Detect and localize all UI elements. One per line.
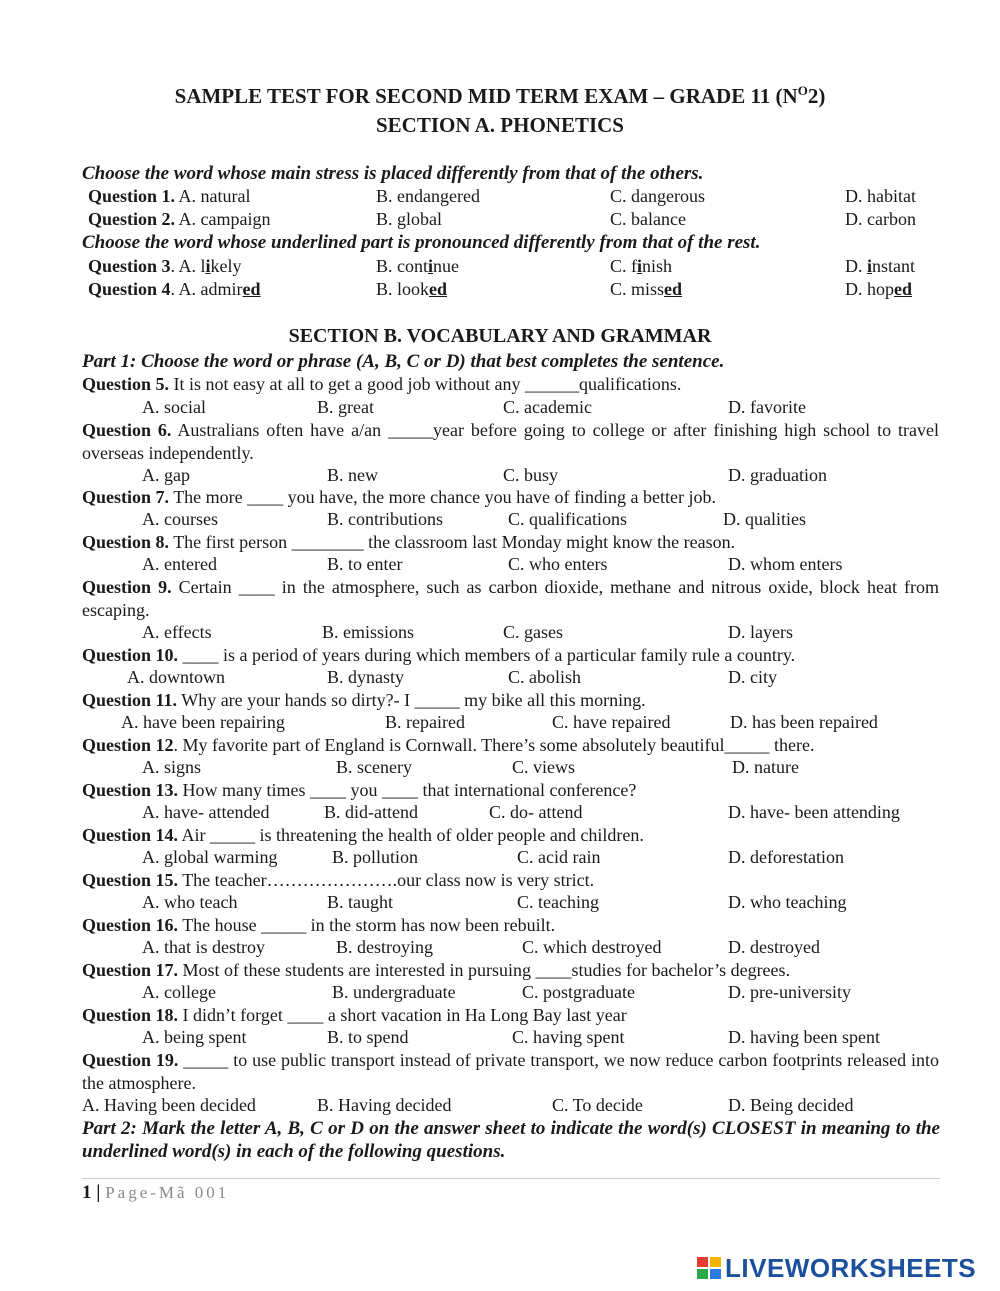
question-3-option-b: B. continue <box>376 256 460 276</box>
option-b: B. great <box>317 397 374 417</box>
question-2-option-b: B. global <box>376 209 442 229</box>
option-c: C. To decide <box>552 1095 643 1115</box>
option-d: D. have- been attending <box>728 802 900 822</box>
question-19-stem: Question 19. _____ to use public transport instead of private transport, we now reduce carbon footprints released into the atmosphere. <box>82 1050 939 1093</box>
footer-divider <box>82 1178 940 1179</box>
option-d: D. pre-university <box>728 982 851 1002</box>
section-a-heading: SECTION A. PHONETICS <box>376 113 624 137</box>
question-19-options <box>0 1094 1000 1116</box>
option-d: D. city <box>728 667 777 687</box>
underlined-letter: i <box>637 256 643 276</box>
question-4-row: Question 4. A. admired B. looked C. missed D. hoped <box>88 279 912 299</box>
option-c: C. which destroyed <box>522 937 662 957</box>
question-18-options <box>0 1026 1000 1048</box>
question-1-row <box>0 185 1000 208</box>
question-14-stem: Question 14. Air _____ is threatening the health of older people and children. <box>82 825 644 845</box>
option-a: A. courses <box>142 509 218 529</box>
title-superscript: O <box>797 83 808 98</box>
question-8-options <box>0 553 1000 575</box>
option-c: C. abolish <box>508 667 582 687</box>
option-a: A. Having been decided <box>82 1095 256 1115</box>
option-d: D. favorite <box>728 397 806 417</box>
question-9-stem: Question 9. Certain ____ in the atmosphere, such as carbon dioxide, methane and nitrous oxide, block heat from escaping. <box>82 577 939 620</box>
option-b: B. scenery <box>336 757 412 777</box>
question-10-stem: Question 10. ____ is a period of years during which members of a particular family rule a country. <box>82 645 796 665</box>
option-a: A. have- attended <box>142 802 270 822</box>
underlined-letters: ed <box>242 279 261 299</box>
option-b: B. taught <box>327 892 393 912</box>
liveworksheets-logo-icon <box>697 1257 721 1279</box>
section-b-heading: SECTION B. VOCABULARY AND GRAMMAR <box>288 325 712 347</box>
option-b: B. undergraduate <box>332 982 456 1002</box>
brand-name: LIVEWORKSHEETS <box>725 1253 977 1283</box>
part-1-instruction: Part 1: Choose the word or phrase (A, B, C or D) that best completes the sentence. <box>82 351 725 372</box>
question-16-stem: Question 16. The house _____ in the storm has now been rebuilt. <box>82 915 556 935</box>
question-12-options <box>0 756 1000 778</box>
option-b: B. contributions <box>327 509 443 529</box>
option-c: C. acid rain <box>517 847 601 867</box>
option-a: A. effects <box>142 622 212 642</box>
option-d: D. deforestation <box>728 847 844 867</box>
option-d: D. nature <box>732 757 799 777</box>
question-3-option-d: D. instant <box>845 256 916 276</box>
question-12-stem: Question 12. My favorite part of England is Cornwall. There’s some absolutely beautiful_____ there. <box>82 735 815 755</box>
option-a: A. that is destroy <box>142 937 265 957</box>
option-c: C. gases <box>503 622 563 642</box>
option-b: B. to enter <box>327 554 403 574</box>
question-13-stem: Question 13. How many times ____ you ____ that international conference? <box>82 780 637 800</box>
option-d: D. has been repaired <box>730 712 878 732</box>
question-3-row: Question 3. A. likely B. continue C. finish D. instant <box>88 256 916 276</box>
option-d: D. graduation <box>728 465 827 485</box>
question-6-options <box>0 464 1000 486</box>
question-4-option-c: C. missed <box>610 279 683 299</box>
question-7-options <box>0 508 1000 530</box>
page-number: 1 <box>82 1182 92 1203</box>
option-c: C. who enters <box>508 554 608 574</box>
option-a: A. social <box>142 397 206 417</box>
option-b: B. pollution <box>332 847 419 867</box>
option-a: A. entered <box>142 554 217 574</box>
option-c: C. academic <box>503 397 592 417</box>
option-c: C. have repaired <box>552 712 671 732</box>
question-1-option-d: D. habitat <box>845 186 916 206</box>
question-4-option-b: B. looked <box>376 279 448 299</box>
option-b: B. repaired <box>385 712 465 732</box>
question-16-options <box>0 936 1000 958</box>
question-8-stem: Question 8. The first person ________ the classroom last Monday might know the reason. <box>82 532 736 552</box>
option-c: C. teaching <box>517 892 599 912</box>
option-a: A. have been repairing <box>121 712 285 732</box>
option-a: A. signs <box>142 757 202 777</box>
question-2-option-a: A. campaign <box>178 209 271 229</box>
question-13-options <box>0 801 1000 823</box>
question-1-label: Question 1. <box>88 186 176 206</box>
option-c: C. busy <box>503 465 559 485</box>
option-d: D. who teaching <box>728 892 847 912</box>
question-5-stem: Question 5. It is not easy at all to get a good job without any ______qualifications. <box>82 374 682 394</box>
title-suffix: 2) <box>807 84 826 108</box>
title-text: SAMPLE TEST FOR SECOND MID TERM EXAM – GRADE 11 (N <box>174 84 798 108</box>
question-4-option-d: D. hoped <box>845 279 912 299</box>
question-1-option-c: C. dangerous <box>610 186 705 206</box>
option-a: A. college <box>142 982 216 1002</box>
question-6-stem: Question 6. Australians often have a/an _____year before going to college or after finishing high school to travel overseas independently. <box>82 420 939 463</box>
question-1-option-a: A. natural <box>178 186 251 206</box>
question-3-label: Question 3 <box>88 256 171 276</box>
option-b: B. destroying <box>336 937 433 957</box>
question-1-option-b: B. endangered <box>376 186 480 206</box>
option-d: D. qualities <box>723 509 806 529</box>
question-2-option-d: D. carbon <box>845 209 916 229</box>
stress-instruction: Choose the word whose main stress is placed differently from that of the others. <box>82 163 704 184</box>
option-a: A. downtown <box>127 667 225 687</box>
option-c: C. postgraduate <box>522 982 635 1002</box>
footer-separator: | <box>91 1182 106 1203</box>
option-d: D. destroyed <box>728 937 820 957</box>
option-b: B. Having decided <box>317 1095 452 1115</box>
option-c: C. qualifications <box>508 509 627 529</box>
underlined-letters: ed <box>429 279 448 299</box>
page-footer <box>82 1182 229 1204</box>
question-14-options <box>0 846 1000 868</box>
option-c: C. views <box>512 757 575 777</box>
underlined-letter: i <box>205 256 211 276</box>
underlined-letters: ed <box>894 279 912 299</box>
option-d: D. having been spent <box>728 1027 880 1047</box>
question-18-stem: Question 18. I didn’t forget ____ a short vacation in Ha Long Bay last year <box>82 1005 627 1025</box>
underlined-letter: i <box>867 256 873 276</box>
page-label: Page-Mã 001 <box>105 1183 230 1202</box>
question-17-options <box>0 981 1000 1003</box>
option-a: A. who teach <box>142 892 238 912</box>
question-3-option-c: C. finish <box>610 256 673 276</box>
option-d: D. whom enters <box>728 554 843 574</box>
question-2-option-c: C. balance <box>610 209 686 229</box>
underlined-letter: i <box>428 256 434 276</box>
option-b: B. to spend <box>327 1027 409 1047</box>
question-5-options <box>0 396 1000 418</box>
option-b: B. emissions <box>322 622 415 642</box>
option-a: A. global warming <box>142 847 278 867</box>
question-17-stem: Question 17. Most of these students are interested in pursuing ____studies for bachelor’s degrees. <box>82 960 791 980</box>
question-15-stem: Question 15. The teacher………………….our class now is very strict. <box>82 870 595 890</box>
question-15-options <box>0 891 1000 913</box>
question-11-options <box>0 711 1000 733</box>
question-2-label: Question 2. <box>88 209 176 229</box>
option-c: C. do- attend <box>489 802 583 822</box>
question-11-stem: Question 11. Why are your hands so dirty?- I _____ my bike all this morning. <box>82 690 646 710</box>
option-b: B. dynasty <box>327 667 405 687</box>
option-b: B. did-attend <box>324 802 418 822</box>
question-4-label: Question 4 <box>88 279 171 299</box>
question-9-options <box>0 621 1000 643</box>
option-d: D. layers <box>728 622 793 642</box>
pronunciation-instruction: Choose the word whose underlined part is pronounced differently from that of the rest. <box>82 232 761 253</box>
page-title <box>0 83 1000 109</box>
option-c: C. having spent <box>512 1027 625 1047</box>
option-d: D. Being decided <box>728 1095 854 1115</box>
option-a: A. being spent <box>142 1027 247 1047</box>
part-2-instruction: Part 2: Mark the letter A, B, C or D on the answer sheet to indicate the word(s) CLOSEST in meaning to the underlined word(s) in each of the following questions. <box>82 1118 940 1162</box>
question-2-row <box>0 208 1000 231</box>
option-b: B. new <box>327 465 378 485</box>
question-7-stem: Question 7. The more ____ you have, the more chance you have of finding a better job. <box>82 487 717 507</box>
option-a: A. gap <box>142 465 190 485</box>
underlined-letters: ed <box>664 279 683 299</box>
question-10-options <box>0 666 1000 688</box>
